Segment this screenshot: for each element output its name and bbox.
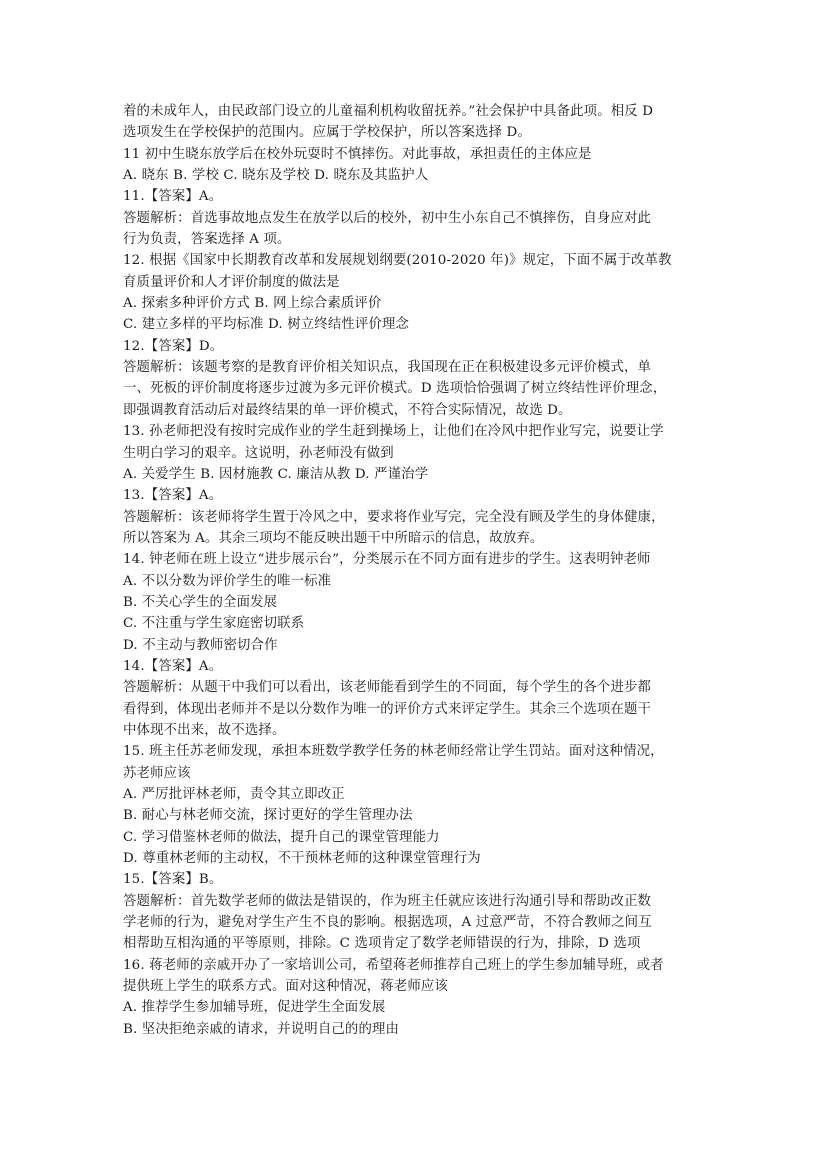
text-line: 15.【答案】B。 xyxy=(123,872,223,888)
text-line: A. 推荐学生参加辅导班，促进学生全面发展 xyxy=(123,1000,386,1016)
text-line: D. 不主动与教师密切合作 xyxy=(123,637,278,653)
text-line: 选项发生在学校保护的范围内。应属于学校保护，所以答案选择 D。 xyxy=(123,125,531,141)
text-line: 答题解析：该题考察的是教育评价相关知识点，我国现在正在积极建设多元评价模式，单 xyxy=(123,360,652,376)
text-line: 13.【答案】A。 xyxy=(123,488,223,504)
text-line: B. 不关心学生的全面发展 xyxy=(123,594,278,610)
text-line: 12.【答案】D。 xyxy=(123,338,224,354)
text-line: 11 初中生晓东放学后在校外玩耍时不慎摔伤。对此事故，承担责任的主体应是 xyxy=(123,146,592,162)
text-line: 相帮助互相沟通的平等原则，排除。C 选项肯定了数学老师错误的行为，排除，D 选项 xyxy=(123,936,641,952)
text-line: C. 学习借鉴林老师的做法，提升自己的课堂管理能力 xyxy=(123,829,440,845)
text-line: 提供班上学生的联系方式。面对这种情况，蒋老师应该 xyxy=(123,979,448,995)
text-line: C. 建立多样的平均标准 D. 树立终结性评价理念 xyxy=(123,317,410,333)
text-line: 中体现不出来，故不选择。 xyxy=(123,722,286,738)
text-line: A. 探索多种评价方式 B. 网上综合素质评价 xyxy=(123,296,382,312)
text-line: 育质量评价和人才评价制度的做法是 xyxy=(123,274,340,290)
text-line: 14. 钟老师在班上设立“进步展示台”，分类展示在不同方面有进步的学生。这表明钟老师 xyxy=(123,552,651,568)
text-line: C. 不注重与学生家庭密切联系 xyxy=(123,616,305,632)
text-line: 看得到，体现出老师并不是以分数作为唯一的评价方式来评定学生。其余三个选项在题干 xyxy=(123,701,652,717)
text-line: 16. 蒋老师的亲戚开办了一家培训公司，希望蒋老师推荐自己班上的学生参加辅导班，或者 xyxy=(123,957,664,973)
text-line: 生明白学习的艰辛。这说明，孙老师没有做到 xyxy=(123,445,394,461)
text-line: A. 严厉批评林老师，责令其立即改正 xyxy=(123,787,345,802)
text-line: A. 关爱学生 B. 因材施教 C. 廉洁从教 D. 严谨治学 xyxy=(123,466,429,482)
text-line: 学老师的行为，避免对学生产生不良的影响。根据选项，A 过意严苛，不符合教师之间互 xyxy=(123,915,652,931)
text-line: A. 晓东 B. 学校 C. 晓东及学校 D. 晓东及其监护人 xyxy=(123,168,429,184)
text-line: 一、死板的评价制度将逐步过渡为多元评价模式。D 选项恰恰强调了树立终结性评价理念， xyxy=(123,381,667,397)
text-line: 11.【答案】A。 xyxy=(123,189,223,205)
text-line: 答题解析：首选事故地点发生在放学以后的校外，初中生小东自己不慎摔伤，自身应对此 xyxy=(123,210,652,226)
text-line: 苏老师应该 xyxy=(123,765,191,781)
text-line: A. 不以分数为评价学生的唯一标准 xyxy=(123,573,332,589)
text-line: 13. 孙老师把没有按时完成作业的学生赶到操场上，让他们在冷风中把作业写完，说要让学 xyxy=(123,424,664,440)
text-line: D. 尊重林老师的主动权，不干预林老师的这种课堂管理行为 xyxy=(123,851,481,867)
text-line: 着的未成年人，由民政部门设立的儿童福利机构收留抚养。”社会保护中具备此项。相反 D xyxy=(123,104,654,119)
text-line: 行为负责，答案选择 A 项。 xyxy=(123,232,291,248)
document-body xyxy=(123,101,709,1040)
text-line: 15. 班主任苏老师发现，承担本班数学教学任务的林老师经常让学生罚站。面对这种情况， xyxy=(123,744,664,760)
text-line: 14.【答案】A。 xyxy=(123,658,223,674)
text-line: 答题解析：该老师将学生置于冷风之中，要求将作业写完，完全没有顾及学生的身体健康， xyxy=(123,509,665,525)
text-line: 即强调教育活动后对最终结果的单一评价模式，不符合实际情况，故选 D。 xyxy=(123,402,572,418)
text-line: 12. 根据《国家中长期教育改革和发展规划纲要(2010-2020 年)》规定，下面不属于改革教 xyxy=(123,253,672,269)
text-line: 所以答案为 A。其余三项均不能反映出题干中所暗示的信息，故放弃。 xyxy=(123,530,544,546)
text-line: B. 耐心与林老师交流，探讨更好的学生管理办法 xyxy=(123,808,413,824)
text-line: 答题解析：从题干中我们可以看出，该老师能看到学生的不同面，每个学生的各个进步都 xyxy=(123,680,652,696)
text-line: 答题解析：首先数学老师的做法是错误的，作为班主任就应该进行沟通引导和帮助改正数 xyxy=(123,893,652,909)
text-line: B. 坚决拒绝亲戚的请求，并说明自己的的理由 xyxy=(123,1021,400,1037)
